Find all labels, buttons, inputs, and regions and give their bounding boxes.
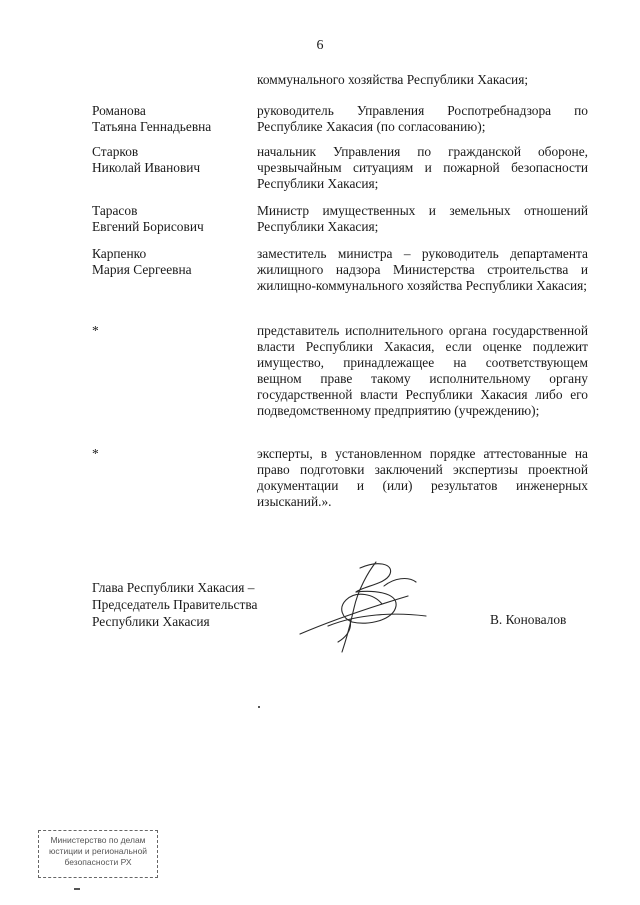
stray-mark: [258, 706, 260, 708]
member-role: представитель исполнительного органа государственной власти Республики Хакасия, если оценке подлежит имущество, принадлежащее на соответствующем вещном праве такому исполнительному органу государственной власти Республики Хакасия либо его подведомственному предприятию (учреждению);: [257, 323, 588, 418]
member-placeholder-mark: [92, 446, 252, 462]
member-role: руководитель Управления Роспотребнадзора по Республике Хакасия (по согласованию);: [257, 103, 588, 134]
member-name: [92, 144, 252, 176]
asterisk-mark: *: [92, 446, 99, 461]
member-name: [92, 203, 252, 235]
member-given-names: Николай Иванович: [92, 160, 201, 175]
member-given-names: Мария Сергеевна: [92, 262, 192, 277]
signatory-title-line: Республики Хакасия: [92, 614, 210, 629]
member-name: [92, 103, 252, 135]
stamp-line: юстиции и региональной: [48, 846, 148, 856]
signer-name: В. Коновалов: [490, 612, 567, 627]
registration-stamp: [38, 830, 158, 878]
member-surname: Романова: [92, 103, 146, 118]
member-role: начальник Управления по гражданской обороне, чрезвычайным ситуациям и пожарной безопасности Республики Хакасия;: [257, 144, 588, 191]
signatory-title-line: Глава Республики Хакасия –: [92, 580, 255, 595]
asterisk-mark: *: [92, 323, 99, 338]
continuation-text: коммунального хозяйства Республики Хакасия;: [257, 72, 529, 87]
stamp-line: Министерство по делам: [50, 835, 146, 845]
member-surname: Тарасов: [92, 203, 138, 218]
member-surname: Карпенко: [92, 246, 147, 261]
scan-mark: [74, 888, 80, 890]
member-placeholder-mark: [92, 323, 252, 339]
member-given-names: Евгений Борисович: [92, 219, 204, 234]
member-role: заместитель министра – руководитель департамента жилищного надзора Министерства строительства и жилищно-коммунального хозяйства Республики Хакасия;: [257, 246, 588, 293]
stamp-line: безопасности РХ: [64, 857, 132, 867]
member-surname: Старков: [92, 144, 139, 159]
handwritten-signature: [298, 556, 448, 656]
page-number: 6: [316, 38, 324, 53]
signatory-title: [92, 579, 292, 630]
member-role: Министр имущественных и земельных отношений Республики Хакасия;: [257, 203, 588, 234]
member-name: [92, 246, 252, 278]
member-given-names: Татьяна Геннадьевна: [92, 119, 212, 134]
member-role: эксперты, в установленном порядке аттестованные на право подготовки заключений экспертизы проектной документации и (или) результатов инженерных изысканий.».: [257, 446, 588, 509]
signatory-title-line: Председатель Правительства: [92, 597, 258, 612]
